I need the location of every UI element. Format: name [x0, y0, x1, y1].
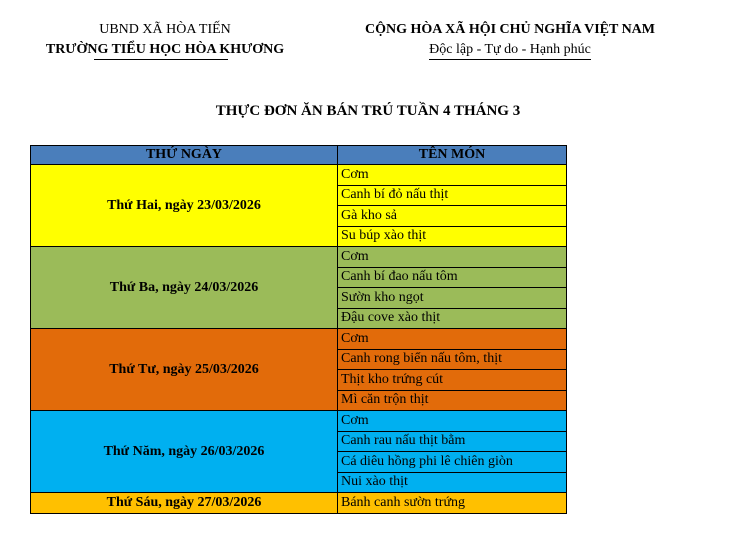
- dish-name: Cơm: [338, 411, 567, 432]
- table-row: [31, 165, 567, 186]
- dish-name: Su búp xào thịt: [338, 226, 567, 247]
- day-label: Thứ Ba, ngày 24/03/2026: [31, 247, 338, 329]
- table-row: [31, 247, 567, 268]
- table-row: [31, 329, 567, 350]
- dish-name: Mì căn trộn thịt: [338, 390, 567, 411]
- dish-name: Cá diêu hồng phi lê chiên giòn: [338, 452, 567, 473]
- header-left: [20, 20, 310, 60]
- day-label: Thứ Tư, ngày 25/03/2026: [31, 329, 338, 411]
- national-motto: Độc lập - Tự do - Hạnh phúc: [429, 41, 591, 60]
- table-header-row: [31, 146, 567, 165]
- dish-name: Canh rong biển nấu tôm, thịt: [338, 349, 567, 370]
- dish-name: Canh bí đỏ nấu thịt: [338, 185, 567, 206]
- dish-name: Sườn kho ngọt: [338, 288, 567, 309]
- menu-table: [30, 145, 567, 514]
- menu-body: [31, 165, 567, 514]
- dish-name: Canh bí đao nấu tôm: [338, 267, 567, 288]
- dish-name: Canh rau nấu thịt bằm: [338, 431, 567, 452]
- national-title: CỘNG HÒA XÃ HỘI CHỦ NGHĨA VIỆT NAM: [364, 22, 655, 37]
- day-label: Thứ Sáu, ngày 27/03/2026: [31, 493, 338, 514]
- dish-name: Cơm: [338, 329, 567, 350]
- dish-name: Cơm: [338, 165, 567, 186]
- table-row: [31, 493, 567, 514]
- table-row: [31, 411, 567, 432]
- dish-name: Thịt kho trứng cút: [338, 370, 567, 391]
- dish-name: Bánh canh sườn trứng: [338, 493, 567, 514]
- day-label: Thứ Năm, ngày 26/03/2026: [31, 411, 338, 493]
- dish-name: Gà kho sả: [338, 206, 567, 227]
- day-label: Thứ Hai, ngày 23/03/2026: [31, 165, 338, 247]
- dish-name: Đậu cove xào thịt: [338, 308, 567, 329]
- menu-title: THỰC ĐƠN ĂN BÁN TRÚ TUẦN 4 THÁNG 3: [215, 103, 521, 119]
- school-name: TRƯỜNG TIỂU HỌC HÒA KHƯƠNG: [46, 40, 284, 60]
- dish-name: Cơm: [338, 247, 567, 268]
- dish-name: Nui xào thịt: [338, 472, 567, 493]
- column-header-dish: TÊN MÓN: [338, 146, 567, 165]
- header-right: [340, 20, 680, 60]
- column-header-day: THỨ NGÀY: [31, 146, 338, 165]
- district-name: UBND XÃ HÒA TIẾN: [99, 22, 231, 37]
